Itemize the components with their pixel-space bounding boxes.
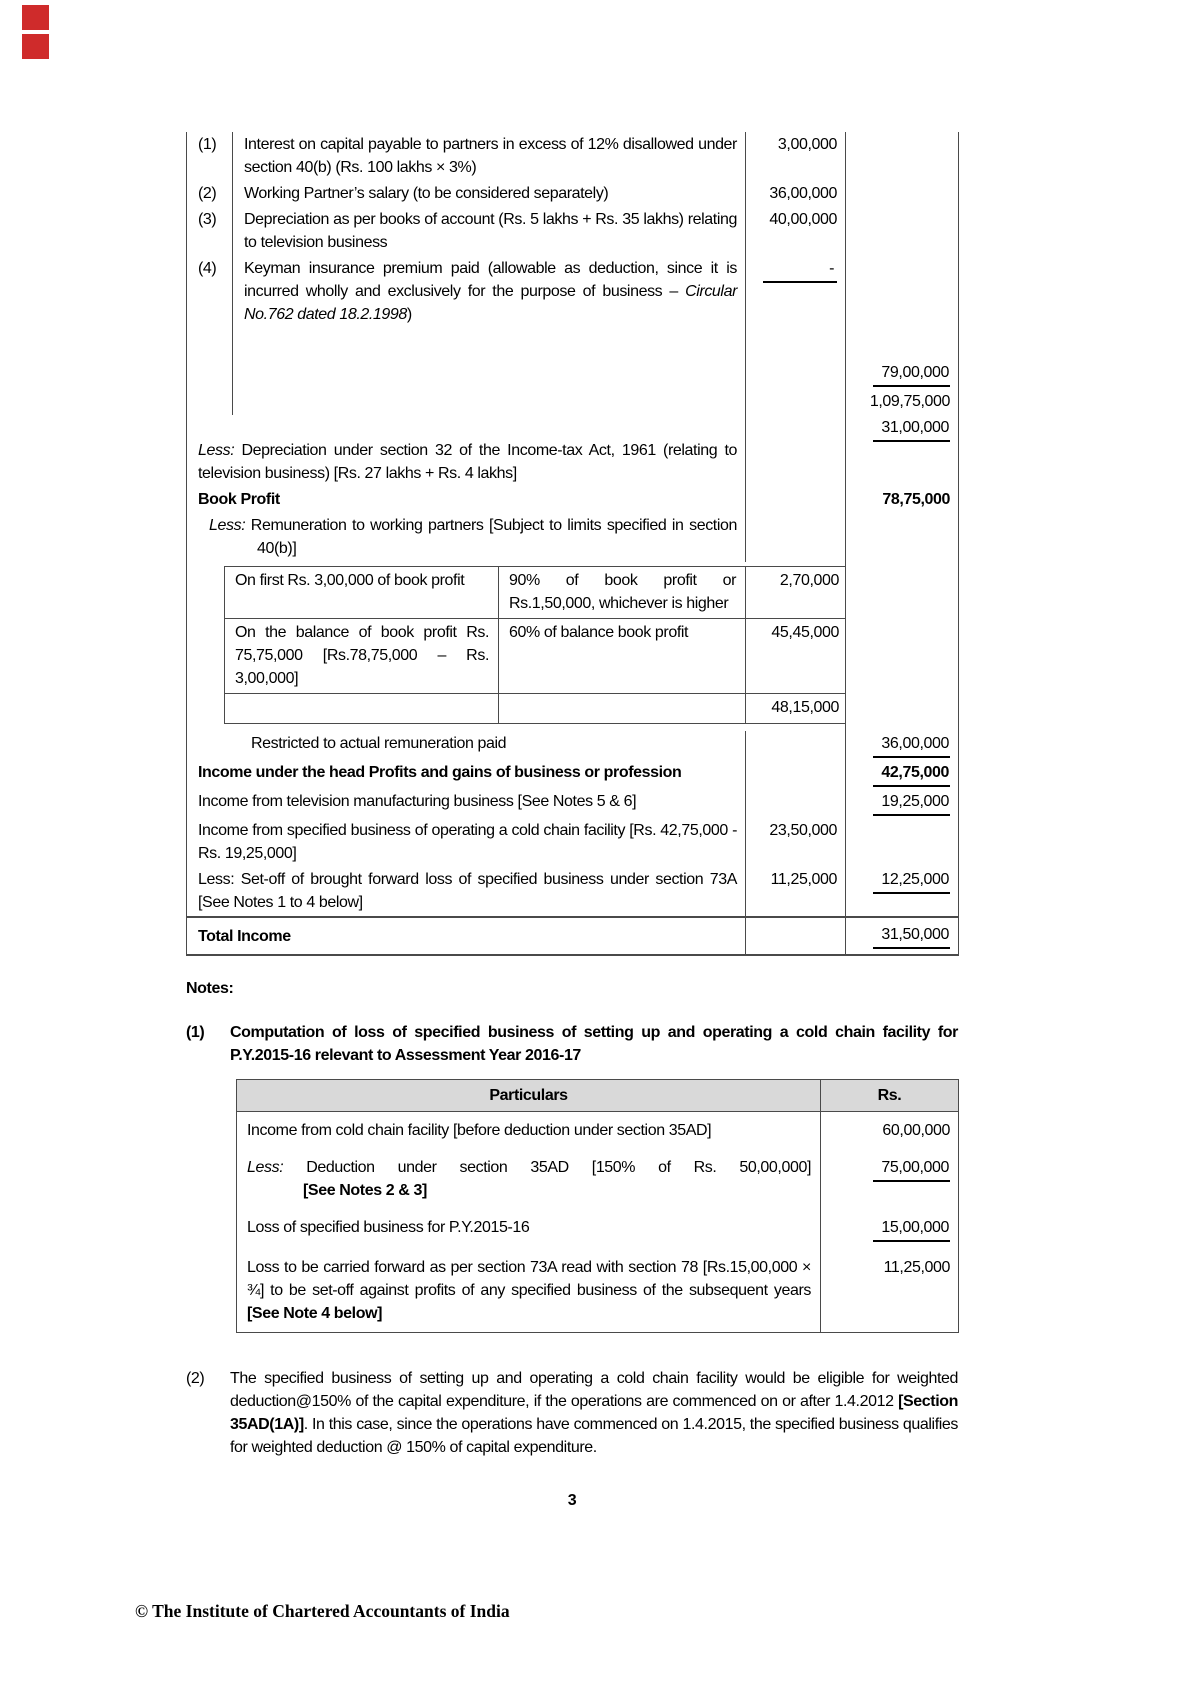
limit-rate: 60% of balance book profit xyxy=(499,619,746,694)
see-note-reference: [See Note 4 below] xyxy=(247,1305,383,1322)
particulars-cell xyxy=(237,1249,821,1333)
table-header-row xyxy=(237,1080,959,1112)
television-income-amount: 19,25,000 xyxy=(873,790,950,816)
table-row xyxy=(187,415,959,487)
item-description xyxy=(233,256,746,360)
notes-heading: Notes: xyxy=(186,980,234,997)
table-row xyxy=(187,360,959,389)
amount-cell xyxy=(846,789,959,818)
less-deduction-line xyxy=(247,1156,811,1179)
column-header-rs: Rs. xyxy=(821,1080,959,1112)
amount-cell xyxy=(846,731,959,760)
table-row xyxy=(187,207,959,256)
table-row xyxy=(225,567,846,619)
limit-basis: On the balance of book profit Rs. 75,75,000 [Rs.78,75,000 – Rs. 3,00,000] xyxy=(225,619,499,694)
table-row xyxy=(187,256,959,360)
table-row xyxy=(187,181,959,207)
amount-cell xyxy=(846,917,959,955)
page-content xyxy=(186,132,958,1512)
restricted-text: Restricted to actual remuneration paid xyxy=(187,731,746,760)
description-text: Depreciation under section 32 of the Income-tax Act, 1961 (relating to television business) [Rs. 27 lakhs + Rs. 4 lakhs] xyxy=(198,442,737,482)
amount-cell xyxy=(846,487,959,513)
description-text: ) xyxy=(406,306,412,323)
amount-cell xyxy=(746,513,846,562)
profit-after-additions: 1,09,75,000 xyxy=(869,393,950,410)
setoff-net-amount: 12,25,000 xyxy=(873,868,950,894)
hanging-paragraph xyxy=(198,514,737,560)
paragraph-text: . In this case, since the operations have commenced on 1.4.2015, the specified business qualifies for weighted deduction @ 150% of capital expenditure. xyxy=(230,1416,958,1456)
paragraph-text: The specified business of setting up and operating a cold chain facility would be eligible for weighted deduction@150% of the capital expenditure, if the operations are commenced on or after 1.4.2012 xyxy=(230,1370,958,1410)
amount-cell xyxy=(746,867,846,917)
note-number: (1) xyxy=(186,1024,205,1041)
amount-cell xyxy=(846,513,959,562)
amount-cell xyxy=(746,256,846,360)
particulars-cell: Loss of specified business for P.Y.2015-16 xyxy=(237,1209,821,1249)
amount-value: 36,00,000 xyxy=(769,185,837,202)
table-row xyxy=(237,1249,959,1333)
amount-cell xyxy=(746,567,846,619)
item-description: Working Partner’s salary (to be considered separately) xyxy=(244,185,609,202)
amount-cell xyxy=(746,132,846,181)
amount-cell xyxy=(746,760,846,789)
item-number: (1) xyxy=(187,132,233,181)
table-row xyxy=(187,731,959,760)
particulars-cell: Income from cold chain facility [before deduction under section 35AD] xyxy=(237,1112,821,1150)
table-row xyxy=(237,1112,959,1150)
amount-cell xyxy=(746,619,846,694)
amount-cell xyxy=(846,207,959,256)
amount-cell xyxy=(821,1209,959,1249)
amount-cell xyxy=(846,181,959,207)
note-body xyxy=(230,1021,958,1333)
nil-amount-total-line: - xyxy=(763,257,837,283)
amount-cell xyxy=(746,360,846,389)
book-profit-label: Book Profit xyxy=(187,487,746,513)
amount-value: 23,50,000 xyxy=(769,822,837,839)
page-number: 3 xyxy=(567,1492,577,1509)
less-depreciation-text xyxy=(187,415,746,487)
description-text: Loss to be carried forward as per section 73A read with section 78 [Rs.15,00,000 × ¾] to be set-off against profits of any specified business of the subsequent years xyxy=(247,1259,811,1299)
item-description: Depreciation as per books of account (Rs. 5 lakhs + Rs. 35 lakhs) relating to television business xyxy=(244,211,737,251)
cold-chain-income-text: Income from specified business of operating a cold chain facility [Rs. 42,75,000 - Rs. 19,25,000] xyxy=(187,818,746,867)
corner-mark-bottom xyxy=(22,34,49,59)
subtotal-additions: 79,00,000 xyxy=(873,361,950,387)
amount-cell xyxy=(746,789,846,818)
table-row xyxy=(187,867,959,917)
amount-value: 11,25,000 xyxy=(883,1259,950,1276)
note-number: (2) xyxy=(186,1370,205,1387)
amount-cell xyxy=(846,818,959,867)
amount-value: 11,25,000 xyxy=(770,871,837,888)
pgbp-income-amount: 42,75,000 xyxy=(873,761,950,787)
computation-table xyxy=(186,132,959,956)
item-description xyxy=(233,360,746,389)
table-row xyxy=(187,513,959,562)
book-profit-amount: 78,75,000 xyxy=(882,491,950,508)
table-row xyxy=(187,389,959,415)
table-row xyxy=(237,1209,959,1249)
column-header-particulars: Particulars xyxy=(237,1080,821,1112)
circular-reference: Circular No.762 dated 18.2.1998 xyxy=(244,283,737,323)
table-row xyxy=(225,619,846,694)
less-remuneration-text xyxy=(187,513,746,562)
table-row xyxy=(187,789,959,818)
amount-cell xyxy=(821,1112,959,1150)
see-notes-reference: [See Notes 2 & 3] xyxy=(303,1182,427,1199)
amount-cell xyxy=(821,1149,959,1209)
amount-value: 3,00,000 xyxy=(777,136,837,153)
table-row xyxy=(187,487,959,513)
restricted-amount: 36,00,000 xyxy=(873,732,950,758)
amount-value: 2,70,000 xyxy=(779,572,839,589)
depreciation-amount: 31,00,000 xyxy=(873,416,950,442)
amount-cell xyxy=(846,389,959,415)
amount-value: 40,00,000 xyxy=(769,211,837,228)
total-income-label: Total Income xyxy=(187,917,746,955)
remuneration-limits-table xyxy=(224,566,846,724)
item-number xyxy=(187,360,233,389)
amount-cell xyxy=(746,487,846,513)
less-label: Less: xyxy=(209,517,246,534)
item-number xyxy=(187,389,233,415)
table-row xyxy=(187,132,959,181)
loss-computation-table xyxy=(236,1079,959,1333)
table-row xyxy=(187,917,959,955)
less-label: Less: xyxy=(247,1159,284,1176)
amount-cell xyxy=(846,415,959,487)
limit-rate xyxy=(499,694,746,724)
remuneration-limits-cell xyxy=(187,562,846,731)
description-text: Keyman insurance premium paid (allowable as deduction, since it is incurred wholly and exclusively for the purpose of business – xyxy=(244,260,737,300)
limit-basis xyxy=(225,694,499,724)
amount-cell xyxy=(746,818,846,867)
item-number: (3) xyxy=(187,207,233,256)
item-description xyxy=(233,389,746,415)
section-reference: [Section 35AD(1A)] xyxy=(230,1393,958,1433)
setoff-text: Less: Set-off of brought forward loss of specified business under section 73A [See Notes 1 to 4 below] xyxy=(187,867,746,917)
item-number: (4) xyxy=(187,256,233,360)
table-row xyxy=(225,694,846,724)
particulars-cell xyxy=(237,1149,821,1209)
corner-mark-top xyxy=(22,5,49,30)
amount-value: 75,00,000 xyxy=(873,1156,950,1182)
item-number: (2) xyxy=(187,181,233,207)
amount-cell xyxy=(746,415,846,487)
amount-cell xyxy=(846,562,959,731)
amount-value: 15,00,000 xyxy=(873,1216,950,1242)
television-income-text: Income from television manufacturing business [See Notes 5 & 6] xyxy=(187,789,746,818)
amount-cell xyxy=(746,207,846,256)
item-description: Interest on capital payable to partners in excess of 12% disallowed under section 40(b) (Rs. 100 lakhs × 3%) xyxy=(244,136,737,176)
less-label: Less: xyxy=(198,442,235,459)
amount-cell xyxy=(746,389,846,415)
amount-cell xyxy=(846,360,959,389)
note-1-title: Computation of loss of specified business of setting up and operating a cold chain facility for P.Y.2015-16 relevant to Assessment Year 2016-17 xyxy=(230,1024,958,1064)
total-income-amount: 31,50,000 xyxy=(873,923,950,949)
description-text: Deduction under section 35AD [150% of Rs. 50,00,000] xyxy=(306,1159,811,1176)
table-row xyxy=(187,760,959,789)
limit-basis: On first Rs. 3,00,000 of book profit xyxy=(225,567,499,619)
amount-cell xyxy=(746,917,846,955)
note-2-text xyxy=(230,1367,958,1459)
copyright-footer: © The Institute of Chartered Accountants of India xyxy=(135,1601,510,1621)
amount-cell xyxy=(821,1249,959,1333)
amount-value: 60,00,000 xyxy=(882,1122,950,1139)
pgbp-income-label: Income under the head Profits and gains of business or profession xyxy=(187,760,746,789)
table-row xyxy=(187,818,959,867)
amount-cell xyxy=(846,867,959,917)
amount-cell xyxy=(846,760,959,789)
amount-cell xyxy=(746,181,846,207)
limit-rate: 90% of book profit or Rs.1,50,000, whichever is higher xyxy=(499,567,746,619)
amount-cell xyxy=(746,731,846,760)
amount-value: 45,45,000 xyxy=(771,624,839,641)
table-row xyxy=(187,562,959,731)
note-2 xyxy=(186,1367,958,1459)
amount-cell xyxy=(846,256,959,360)
note-1 xyxy=(186,1021,958,1333)
limits-total: 48,15,000 xyxy=(771,699,839,716)
amount-cell xyxy=(746,694,846,724)
description-text: Remuneration to working partners [Subject to limits specified in section 40(b)] xyxy=(245,517,737,557)
amount-cell xyxy=(846,132,959,181)
table-row xyxy=(237,1149,959,1209)
